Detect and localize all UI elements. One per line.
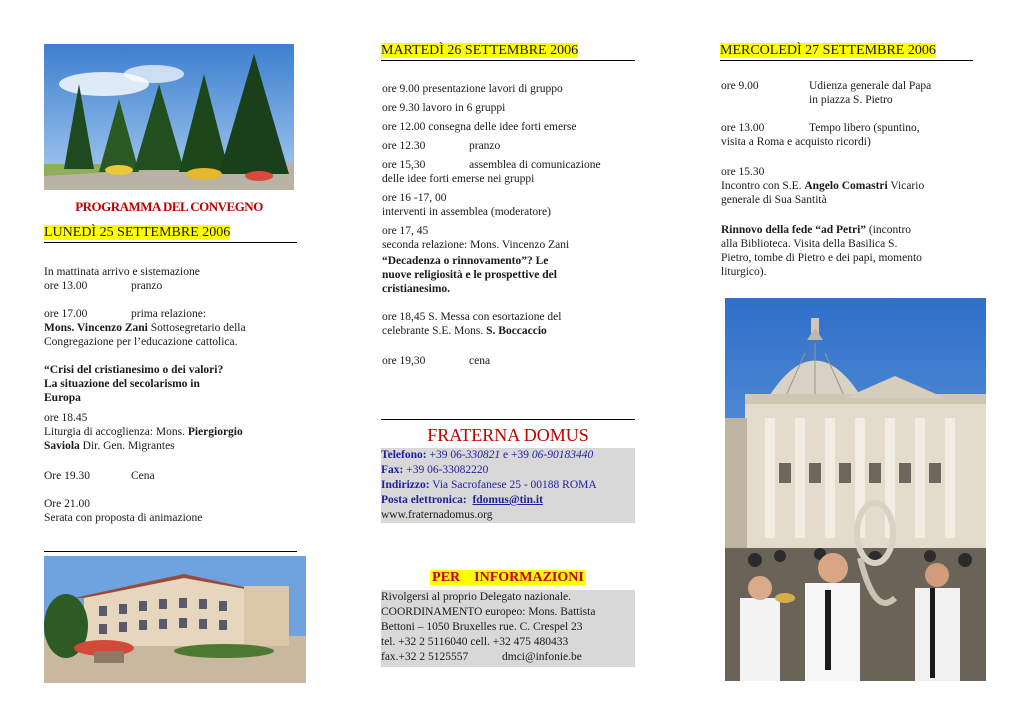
fd-tel-a: +39 06-	[426, 449, 466, 461]
liturgy-time: ore 18.45	[44, 412, 88, 424]
tue-mass-celebrant: S. Boccaccio	[486, 325, 547, 337]
tue-line-1: ore 9.00 presentazione lavori di gruppo	[382, 83, 563, 95]
building-photo	[44, 556, 306, 683]
lunch-label: pranzo	[131, 280, 163, 292]
info-line-2: COORDINAMENTO europeo: Mons. Battista	[381, 606, 596, 618]
wednesday-schedule	[721, 79, 981, 279]
wed-audience-time: ore 9.00	[721, 80, 759, 92]
wed-renewal-line-3: Pietro, tombe di Pietro e dei papi, momento	[721, 252, 922, 264]
fd-top-rule	[381, 419, 635, 420]
info-line-1: Rivolgersi al proprio Delegato nazionale.	[381, 591, 572, 603]
fd-fax: +39 06-33082220	[403, 464, 489, 476]
tue-line-3: ore 12.00 consegna delle idee forti emerse	[382, 121, 577, 133]
col1-bottom-rule	[44, 551, 297, 552]
fd-tel-d: 06-90183440	[531, 449, 594, 461]
speaker-role: Sottosegretario della	[147, 322, 246, 334]
fd-email-link[interactable]: fdomus@tin.it	[472, 494, 543, 506]
wed-audience-place: in piazza S. Pietro	[809, 94, 893, 106]
tuesday-schedule	[382, 82, 637, 368]
tue-talk-title-2: nuove religiosità e le prospettive del	[382, 269, 557, 281]
dinner-label: Cena	[131, 470, 155, 482]
fd-tel-c: e +39	[500, 449, 532, 461]
wed-free-time: ore 13.00	[721, 122, 765, 134]
wed-renewal-title: Rinnovo della fede “ad Petri”	[721, 224, 867, 236]
fd-website[interactable]: www.fraternadomus.org	[381, 509, 493, 521]
tue-talk-time: ore 17, 45	[382, 225, 429, 237]
tue-lunch-time: ore 12.30	[382, 140, 426, 152]
wed-meeting-role: Vicario	[887, 180, 925, 192]
monday-schedule	[44, 265, 299, 525]
fd-address-label: Indirizzo:	[381, 479, 430, 491]
talk-title-1: “Crisi del cristianesimo o dei valori?	[44, 364, 224, 376]
tue-dinner-label: cena	[469, 355, 491, 367]
wed-meeting-role-2: generale di Sua Santità	[721, 194, 827, 206]
wed-renewal-line-4: liturgico).	[721, 266, 767, 278]
tuesday-heading: MARTEDÌ 26 SETTEMBRE 2006	[381, 43, 579, 58]
talk-time: ore 17.00	[44, 308, 88, 320]
tue-talk-title-3: cristianesimo.	[382, 283, 451, 295]
dinner-time: Ore 19.30	[44, 470, 90, 482]
program-title: PROGRAMMA DEL CONVEGNO	[75, 199, 263, 214]
talk-title-2: La situazione del secolarismo in	[44, 378, 200, 390]
talk-label: prima relazione:	[131, 308, 207, 320]
tue-talk-label: seconda relazione: Mons. Vincenzo Zani	[382, 239, 570, 251]
garden-photo	[44, 44, 294, 190]
tue-mass-line: ore 18,45 S. Messa con esortazione del	[382, 311, 562, 323]
tuesday-rule	[381, 60, 635, 61]
fd-tel-b: 330821	[465, 449, 501, 461]
fd-fax-label: Fax:	[381, 464, 404, 476]
liturgy-speaker-2: Saviola	[44, 440, 80, 452]
info-line-3: Bettoni – 1050 Bruxelles rue. C. Crespel 23	[381, 621, 583, 633]
wed-renewal-label: (incontro	[866, 224, 912, 236]
wed-meeting-label: Incontro con S.E.	[721, 180, 805, 192]
fraterna-domus-box	[381, 448, 635, 523]
evening-time: Ore 21.00	[44, 498, 90, 510]
liturgy-speaker: Piergiorgio	[187, 426, 243, 438]
wed-audience-label: Udienza generale dal Papa	[809, 80, 932, 92]
tue-line-2: ore 9.30 lavoro in 6 gruppi	[382, 102, 506, 114]
wed-free-label-2: visita a Roma e acquisto ricordi)	[721, 136, 871, 148]
info-box	[381, 590, 635, 667]
info-heading-a: PER	[432, 570, 461, 585]
tue-interventions-label: interventi in assemblea (moderatore)	[382, 206, 551, 218]
wednesday-heading: MERCOLEDÌ 27 SETTEMBRE 2006	[720, 43, 936, 58]
wed-meeting-time: ore 15.30	[721, 166, 765, 178]
monday-rule	[44, 242, 297, 243]
tue-assembly-label: assemblea di comunicazione	[469, 159, 601, 171]
info-heading-b: INFORMAZIONI	[474, 570, 584, 585]
st-peters-photo	[725, 298, 986, 681]
monday-heading: LUNEDÌ 25 SETTEMBRE 2006	[44, 225, 231, 240]
fd-title: FRATERNA DOMUS	[427, 425, 589, 445]
liturgy-role: Dir. Gen. Migrantes	[79, 440, 175, 452]
talk-title-3: Europa	[44, 392, 81, 404]
evening-label: Serata con proposta di animazione	[44, 512, 203, 524]
fd-tel-label: Telefono:	[381, 449, 427, 461]
wednesday-rule	[720, 60, 973, 61]
wed-renewal-line-2: alla Biblioteca. Visita della Basilica S.	[721, 238, 898, 250]
arrival-line: In mattinata arrivo e sistemazione	[44, 266, 200, 278]
lunch-time: ore 13.00	[44, 280, 88, 292]
tue-assembly-time: ore 15,30	[382, 159, 426, 171]
info-email[interactable]: dmci@infonie.be	[502, 651, 582, 663]
fd-email-label: Posta elettronica:	[381, 494, 467, 506]
info-fax: fax.+32 2 5125557	[381, 651, 469, 663]
tue-lunch-label: pranzo	[469, 140, 501, 152]
fd-address: Via Sacrofanese 25 - 00188 ROMA	[429, 479, 597, 491]
tue-assembly-label-2: delle idee forti emerse nei gruppi	[382, 173, 535, 185]
tue-dinner-time: ore 19,30	[382, 355, 426, 367]
tue-talk-title-1: “Decadenza o rinnovamento”? Le	[382, 255, 549, 267]
speaker-role-2: Congregazione per l’educazione cattolica.	[44, 336, 238, 348]
info-line-4: tel. +32 2 5116040 cell. +32 475 480433	[381, 636, 569, 648]
tue-mass-label: celebrante S.E. Mons.	[382, 325, 487, 337]
wed-meeting-speaker: Angelo Comastri	[804, 180, 888, 192]
liturgy-label: Liturgia di accoglienza: Mons.	[44, 426, 188, 438]
wed-free-label: Tempo libero (spuntino,	[809, 122, 920, 134]
speaker-name: Mons. Vincenzo Zani	[44, 322, 148, 334]
tue-interventions-time: ore 16 -17, 00	[382, 192, 447, 204]
